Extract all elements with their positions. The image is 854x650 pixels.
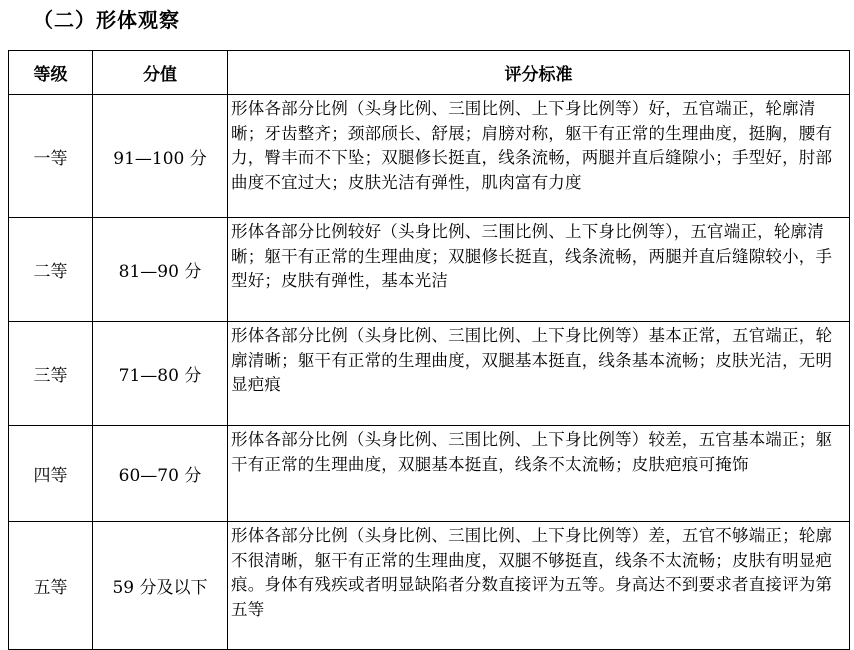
- table-row: [9, 426, 850, 522]
- grade-cell: 二等: [9, 218, 93, 322]
- score-cell: 91—100 分: [93, 95, 228, 218]
- section-heading: （二）形体观察: [33, 8, 180, 32]
- table-header-row: [9, 51, 850, 95]
- header-grade: 等级: [9, 51, 93, 95]
- grading-table: [8, 50, 850, 650]
- grade-cell: 三等: [9, 322, 93, 426]
- criteria-cell: 形体各部分比例（头身比例、三围比例、上下身比例等）差，五官不够端正；轮廓不很清晰，躯干有正常的生理曲度，双腿不够挺直，线条不太流畅；皮肤有明显疤痕。身体有残疾或者明显缺陷者分数直接评为五等。身高达不到要求者直接评为第五等: [228, 522, 850, 650]
- criteria-cell: 形体各部分比例（头身比例、三围比例、上下身比例等）好，五官端正，轮廓清晰；牙齿整齐；颈部颀长、舒展；肩膀对称，躯干有正常的生理曲度，挺胸，腰有力，臀丰而不下坠；双腿修长挺直，线条流畅，两腿并直后缝隙小；手型好，肘部曲度不宜过大；皮肤光洁有弹性，肌肉富有力度: [228, 95, 850, 218]
- grade-cell: 四等: [9, 426, 93, 522]
- header-criteria: 评分标准: [228, 51, 850, 95]
- table-row: [9, 522, 850, 650]
- grade-cell: 一等: [9, 95, 93, 218]
- header-score: 分值: [93, 51, 228, 95]
- grade-cell: 五等: [9, 522, 93, 650]
- score-cell: 81—90 分: [93, 218, 228, 322]
- table-row: [9, 218, 850, 322]
- table-row: [9, 322, 850, 426]
- criteria-cell: 形体各部分比例（头身比例、三围比例、上下身比例等）较差，五官基本端正；躯干有正常的生理曲度，双腿基本挺直，线条不太流畅；皮肤疤痕可掩饰: [228, 426, 850, 522]
- score-cell: 59 分及以下: [93, 522, 228, 650]
- criteria-cell: 形体各部分比例（头身比例、三围比例、上下身比例等）基本正常，五官端正，轮廓清晰；躯干有正常的生理曲度，双腿基本挺直，线条基本流畅；皮肤光洁，无明显疤痕: [228, 322, 850, 426]
- score-cell: 60—70 分: [93, 426, 228, 522]
- criteria-cell: 形体各部分比例较好（头身比例、三围比例、上下身比例等），五官端正，轮廓清晰；躯干有正常的生理曲度；双腿修长挺直，线条流畅，两腿并直后缝隙较小，手型好；皮肤有弹性，基本光洁: [228, 218, 850, 322]
- table-row: [9, 95, 850, 218]
- score-cell: 71—80 分: [93, 322, 228, 426]
